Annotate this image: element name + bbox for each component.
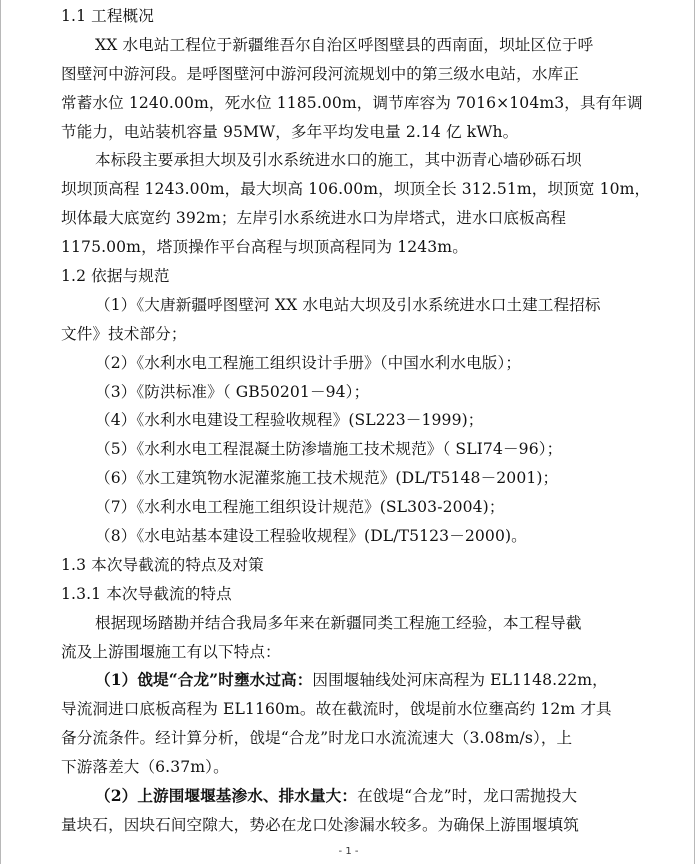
paragraph-line: 1175.00m，塔顶操作平台高程与坝顶高程同为 1243m。 (61, 238, 468, 257)
page-number: - 1 - (338, 846, 359, 857)
section-heading-1-1: 1.1 工程概况 (61, 7, 154, 25)
reference-item: （8）《水电站基本建设工程验收规程》(DL/T5123－2000)。 (95, 527, 527, 546)
reference-item: （4）《水利水电建设工程验收规程》(SL223－1999)； (95, 411, 484, 430)
section-heading-1-3: 1.3 本次导截流的特点及对策 (61, 555, 264, 574)
paragraph-line: 本标段主要承担大坝及引水系统进水口的施工，其中沥青心墙砂砾石坝 (95, 151, 582, 170)
feature-point-1 (61, 666, 627, 695)
paragraph-line: 图壁河中游河段。是呼图壁河中游河段河流规划中的第三级水电站，水库正 (61, 64, 579, 83)
paragraph-line: 备分流条件。经计算分析，戗堤“合龙”时龙口水流流速大（3.08m/s），上 (61, 729, 573, 748)
section-heading-1-2: 1.2 依据与规范 (61, 267, 170, 286)
paragraph-line: 坝体最大底宽约 392m；左岸引水系统进水口为岸塔式，进水口底板高程 (61, 209, 567, 228)
reference-item-continued: 文件》技术部分； (61, 324, 187, 343)
section-heading-1-3-1: 1.3.1 本次导截流的特点 (61, 584, 232, 603)
feature-point-2 (61, 782, 627, 811)
feature-point-1-text: 因围堰轴线处河床高程为 EL1148.22m， (312, 671, 608, 690)
paragraph-line: 坝坝顶高程 1243.00m，最大坝高 106.00m，坝顶全长 312.51m，坝顶宽 10m， (61, 180, 651, 199)
paragraph-line: XX 水电站工程位于新疆维吾尔自治区呼图壁县的西南面，坝址区位于呼 (95, 35, 594, 54)
paragraph-line: 根据现场踏勘并结合我局多年来在新疆同类工程施工经验，本工程导截 (95, 613, 582, 632)
reference-item: （3）《防洪标准》（ GB50201－94）； (95, 382, 370, 401)
document-body (61, 2, 651, 840)
reference-item: （7）《水利水电工程施工组织设计规范》(SL303-2004)； (95, 498, 505, 517)
paragraph-line: 节能力，电站装机容量 95MW，多年平均发电量 2.14 亿 kWh。 (61, 122, 519, 141)
paragraph-line: 常蓄水位 1240.00m，死水位 1185.00m，调节库容为 7016×104m3，具有年调 (61, 93, 643, 112)
paragraph-line: 下游落差大（6.37m）。 (61, 758, 229, 777)
reference-item: （1）《大唐新疆呼图壁河 XX 水电站大坝及引水系统进水口土建工程招标 (95, 295, 601, 314)
paragraph-line: 量块石，因块石间空隙大，势必在龙口处渗漏水较多。为确保上游围堰填筑 (61, 815, 579, 834)
reference-item: （5）《水利水电工程混凝土防渗墙施工技术规范》（ SLI74－96）； (95, 440, 563, 459)
feature-point-2-title: （2）上游围堰堰基渗水、排水量大： (95, 786, 358, 806)
feature-point-1-title: （1）戗堤“合龙”时壅水过高： (95, 670, 313, 690)
paragraph-line: 流及上游围堰施工有以下特点： (61, 642, 281, 661)
reference-item: （6）《水工建筑物水泥灌浆施工技术规范》(DL/T5148－2001)； (95, 469, 559, 488)
paragraph-line: 导流洞进口底板高程为 EL1160m。故在截流时，戗堤前水位壅高约 12m 才具 (61, 700, 612, 719)
feature-point-2-text: 在戗堤“合龙”时，龙口需抛投大 (357, 787, 578, 806)
reference-item: （2）《水利水电工程施工组织设计手册》（中国水利水电版）； (95, 353, 522, 372)
